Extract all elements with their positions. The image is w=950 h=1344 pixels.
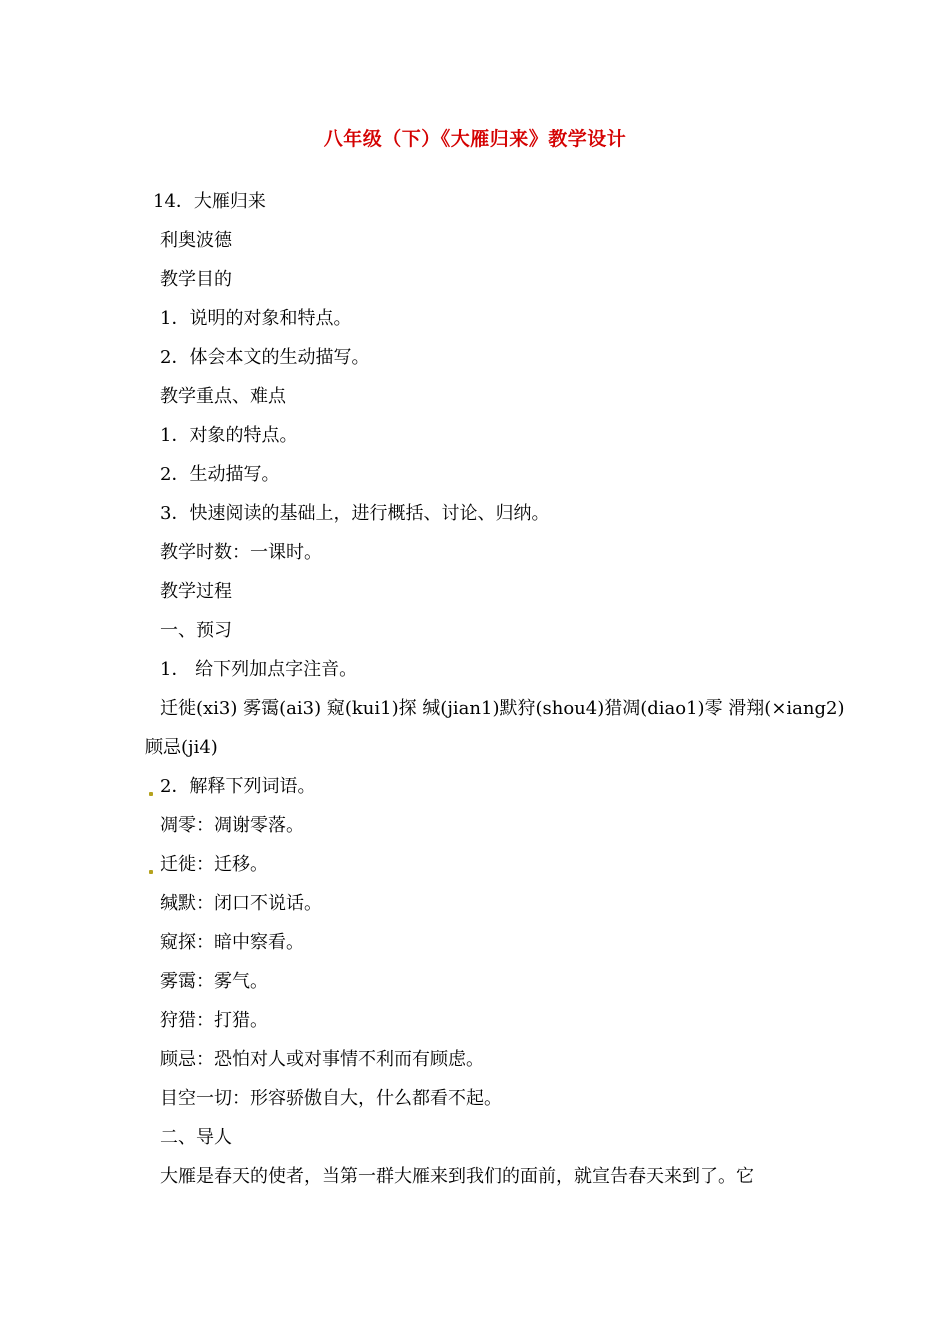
- list-item: 2．解释下列词语。: [160, 776, 316, 797]
- list-item: 1．说明的对象和特点。: [160, 308, 352, 329]
- section-heading: 教学重点、难点: [160, 386, 286, 407]
- list-item: 2．生动描写。: [160, 464, 280, 485]
- section-heading: 二、导人: [160, 1127, 232, 1148]
- list-item: 1． 给下列加点字注音。: [160, 659, 358, 680]
- definition-line: 顾忌：恐怕对人或对事情不利而有顾虑。: [160, 1049, 484, 1070]
- text-line: 大雁是春天的使者，当第一群大雁来到我们的面前，就宣告春天来到了。它: [160, 1166, 754, 1187]
- list-item: 2．体会本文的生动描写。: [160, 347, 370, 368]
- marker-dot: [149, 792, 153, 796]
- lesson-heading: 14．大雁归来: [153, 191, 266, 212]
- text-line: 顾忌(ji4): [145, 737, 218, 758]
- list-item: 1．对象的特点。: [160, 425, 298, 446]
- definition-line: 凋零：凋谢零落。: [160, 815, 304, 836]
- definition-line: 目空一切：形容骄傲自大，什么都看不起。: [160, 1088, 502, 1109]
- section-heading: 一、预习: [160, 620, 232, 641]
- definition-line: 缄默：闭口不说话。: [160, 893, 322, 914]
- definition-line: 迁徙：迁移。: [160, 854, 268, 875]
- marker-dot: [149, 870, 153, 874]
- document-title: 八年级（下）《大雁归来》教学设计: [323, 128, 627, 150]
- definition-line: 窥探：暗中察看。: [160, 932, 304, 953]
- author-line: 利奥波德: [160, 230, 232, 251]
- text-line: 迁徙(xi3) 雾霭(ai3) 窥(kui1)探 缄(jian1)默狩(shou4)猎凋(diao1)零 滑翔(×iang2): [160, 698, 845, 719]
- text-line: 教学时数：一课时。: [160, 542, 322, 563]
- section-heading: 教学过程: [160, 581, 232, 602]
- section-heading: 教学目的: [160, 269, 232, 290]
- definition-line: 雾霭：雾气。: [160, 971, 268, 992]
- list-item: 3．快速阅读的基础上，进行概括、讨论、归纳。: [160, 503, 550, 524]
- definition-line: 狩猎：打猎。: [160, 1010, 268, 1031]
